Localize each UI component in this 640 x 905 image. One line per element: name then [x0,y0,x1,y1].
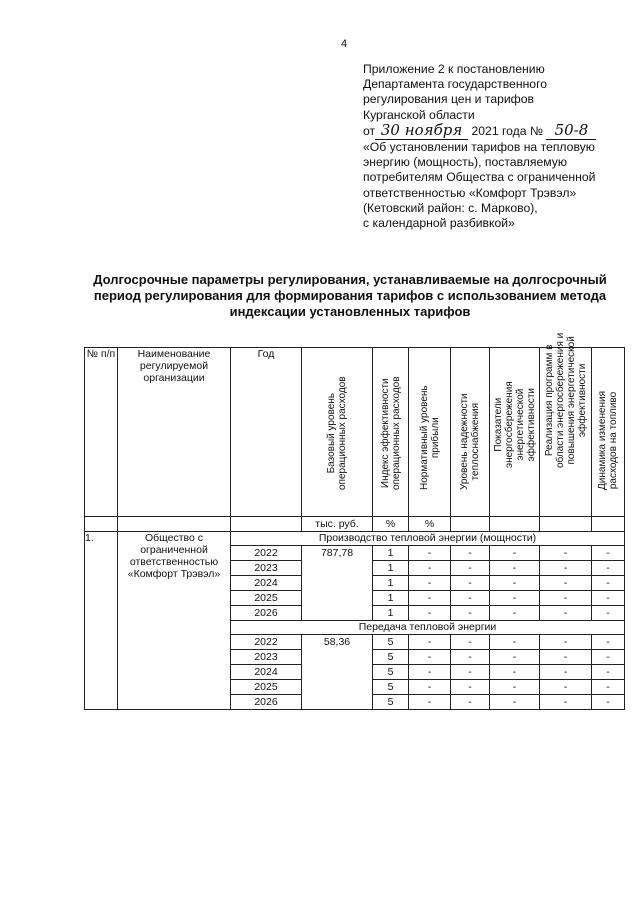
saving-cell: - [490,650,540,665]
profit-cell: - [409,680,451,695]
saving-cell: - [490,546,540,561]
profit-cell: - [409,665,451,680]
page-number: 4 [341,38,348,50]
index-cell: 5 [373,695,409,710]
date-suffix: 2021 года № [471,123,544,138]
document-title [70,272,630,320]
subject-line: «Об установлении тарифов на тепловую [363,140,595,155]
fuel-cell: - [592,561,625,576]
parameters-table [84,332,625,710]
header-row [85,348,625,517]
programs-cell: - [540,591,592,606]
subject-line: ответственностью «Комфорт Трэвэл» [363,185,577,200]
header-text: Базовый уровень [326,392,337,474]
year-cell: 2023 [231,650,302,665]
header-text: Уровень надежности [459,393,470,490]
profit-cell: - [409,606,451,621]
profit-cell: - [409,561,451,576]
saving-cell: - [490,591,540,606]
programs-cell: - [540,546,592,561]
title-line: Долгосрочные параметры регулирования, устанавливаемые на долгосрочный [93,272,607,287]
programs-cell: - [540,665,592,680]
appendix-line: Курганской области [363,107,475,122]
profit-cell: - [409,576,451,591]
reliability-cell: - [451,695,490,710]
reliability-cell: - [451,606,490,621]
header-text: операционных расходов [337,376,348,490]
reliability-cell: - [451,680,490,695]
header-base-opex [302,348,373,517]
header-text: области энергосбережения и [554,332,566,468]
fuel-cell: - [592,680,625,695]
unit-efficiency: % [373,517,409,532]
date-prefix: от [363,123,376,138]
header-text: прибыли [429,417,441,459]
index-cell: 1 [373,561,409,576]
header-text: Нормативный уровень [418,385,430,490]
reliability-cell: - [451,635,490,650]
reliability-cell: - [451,546,490,561]
reliability-cell: - [451,576,490,591]
reliability-cell: - [451,591,490,606]
reliability-cell: - [451,650,490,665]
header-num: № п/п [85,348,118,517]
saving-cell: - [490,561,540,576]
fuel-cell: - [592,591,625,606]
reliability-cell: - [451,561,490,576]
header-energy-saving [490,348,540,517]
header-text: Реализация программ в [543,344,555,457]
header-programs [540,332,592,517]
resolution-date-line [363,120,633,140]
year-cell: 2022 [231,635,302,650]
profit-cell: - [409,591,451,606]
fuel-cell: - [592,695,625,710]
unit-base-opex: тыс. руб. [302,517,373,532]
profit-cell: - [409,695,451,710]
header-reliability [451,348,490,517]
profit-cell: - [409,546,451,561]
header-efficiency-index [373,348,409,517]
appendix-line: регулирования цен и тарифов [363,92,534,107]
programs-cell: - [540,695,592,710]
year-cell: 2023 [231,561,302,576]
header-text: энергосбережения [503,381,515,468]
header-text: операционных расходов [390,376,402,490]
year-cell: 2026 [231,695,302,710]
programs-cell: - [540,606,592,621]
header-text: энергетической [514,388,526,461]
saving-cell: - [490,680,540,695]
saving-cell: - [490,635,540,650]
section-row [85,532,625,546]
index-cell: 5 [373,635,409,650]
year-cell: 2025 [231,591,302,606]
fuel-cell: - [592,635,625,650]
profit-cell: - [409,650,451,665]
year-cell: 2026 [231,606,302,621]
saving-cell: - [490,576,540,591]
appendix-line: Департамента государственного [363,77,548,92]
programs-cell: - [540,635,592,650]
header-text: Индекс эффективности [379,378,391,489]
subject-line: с календарной разбивкой» [363,216,515,231]
header-text: расходов на топливо [608,391,619,490]
programs-cell: - [540,680,592,695]
programs-cell: - [540,561,592,576]
programs-cell: - [540,576,592,591]
index-cell: 5 [373,650,409,665]
subject-line: потребителям Общества с ограниченной [363,170,596,185]
year-cell: 2025 [231,680,302,695]
fuel-cell: - [592,606,625,621]
header-org: Наименование регулируемой организации [118,348,231,517]
appendix-line: Приложение 2 к постановлению [363,62,545,76]
index-cell: 5 [373,680,409,695]
base-opex-cell: 58,36 [302,635,373,710]
year-cell: 2024 [231,665,302,680]
index-cell: 1 [373,546,409,561]
index-cell: 1 [373,606,409,621]
index-cell: 1 [373,591,409,606]
header-text: эффективности [576,363,588,438]
section-title: Производство тепловой энергии (мощности) [231,532,625,546]
subject-line: энергию (мощность), поставляемую [363,155,568,170]
fuel-cell: - [592,650,625,665]
header-text: теплоснабжения [470,402,481,481]
title-line: индексации установленных тарифов [229,304,471,319]
units-row [85,517,625,532]
title-line: период регулирования для формирования тарифов с использованием метода [93,288,607,303]
organization-name: Общество с ограниченной ответственностью «Комфорт Трэвэл» [118,532,231,710]
year-cell: 2024 [231,576,302,591]
header-text: эффективности [525,387,537,462]
header-text: Показатели [492,397,504,452]
unit-profit: % [409,517,451,532]
handwritten-number: 50-8 [554,120,589,139]
saving-cell: - [490,695,540,710]
base-opex-cell: 787,78 [302,546,373,621]
profit-cell: - [409,635,451,650]
year-cell: 2022 [231,546,302,561]
header-text: Динамика изменения [597,390,608,490]
appendix-block [363,62,633,231]
header-text: повышения энергетической [565,336,577,465]
header-year: Год [231,348,302,517]
programs-cell: - [540,650,592,665]
reliability-cell: - [451,665,490,680]
index-cell: 1 [373,576,409,591]
fuel-cell: - [592,576,625,591]
fuel-cell: - [592,546,625,561]
handwritten-date: 30 ноября [380,120,463,139]
row-number: 1. [85,532,118,710]
header-profit-level [409,348,451,517]
subject-line: (Кетовский район: с. Марково), [363,200,538,215]
header-fuel-dynamics [592,348,625,517]
index-cell: 5 [373,665,409,680]
saving-cell: - [490,606,540,621]
section-title: Передача тепловой энергии [231,621,625,635]
fuel-cell: - [592,665,625,680]
saving-cell: - [490,665,540,680]
